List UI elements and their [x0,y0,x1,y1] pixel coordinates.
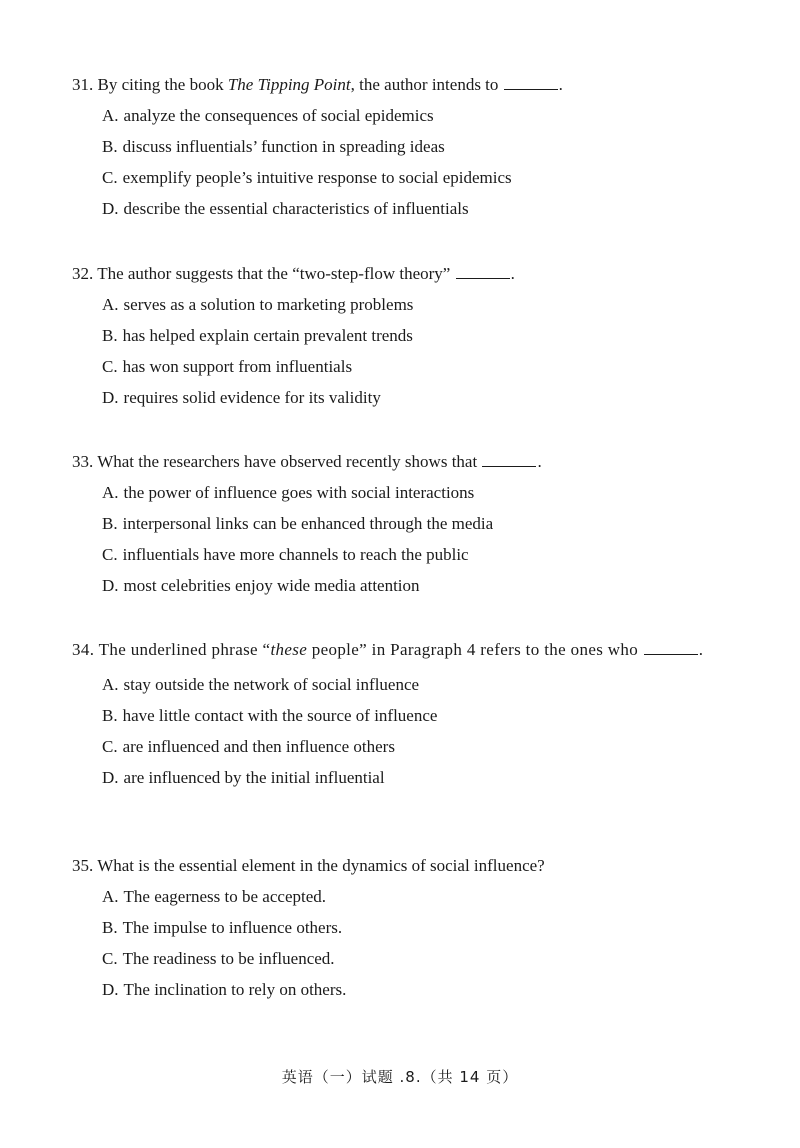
question-number: 33. [72,452,94,471]
option-c [102,166,732,190]
option-b [102,916,732,940]
option-letter: D. [102,576,119,595]
option-d [102,766,732,790]
answer-blank [504,75,558,90]
option-b [102,135,732,159]
question-35 [72,854,732,1002]
question-stem [72,634,732,666]
option-text: are influenced and then influence others [122,737,395,756]
stem-end: . [698,640,704,659]
option-text: has won support from influentials [122,357,353,376]
option-a [102,104,732,128]
option-letter: D. [102,388,119,407]
stem-text: What the researchers have observed recently shows that [97,452,478,471]
option-letter: C. [102,545,118,564]
option-text: have little contact with the source of influence [122,706,438,725]
option-text: requires solid evidence for its validity [123,388,381,407]
option-letter: B. [102,326,118,345]
option-d [102,574,732,598]
option-letter: C. [102,168,118,187]
option-text: The inclination to rely on others. [123,980,347,999]
option-d [102,978,732,1002]
option-letter: A. [102,675,119,694]
option-text: exemplify people’s intuitive response to social epidemics [122,168,512,187]
question-32 [72,262,732,410]
stem-text: , the author intends to [350,75,499,94]
option-a [102,673,732,697]
answer-blank [644,640,698,655]
question-stem [72,854,732,878]
stem-end: . [510,264,515,283]
option-b [102,324,732,348]
option-letter: B. [102,514,118,533]
question-34 [72,634,732,790]
question-stem [72,450,732,474]
option-d [102,197,732,221]
option-text: stay outside the network of social influence [123,675,420,694]
question-stem [72,73,732,97]
option-text: The eagerness to be accepted. [123,887,327,906]
option-text: serves as a solution to marketing problems [123,295,414,314]
option-text: are influenced by the initial influential [123,768,385,787]
option-letter: B. [102,137,118,156]
stem-text: What is the essential element in the dynamics of social influence? [97,856,545,875]
stem-text: By citing the book [97,75,228,94]
option-text: the power of influence goes with social interactions [123,483,475,502]
answer-blank [456,264,510,279]
stem-text: people” in Paragraph 4 refers to the ones who [307,640,639,659]
question-31 [72,73,732,221]
stem-text: The underlined phrase “ [98,640,271,659]
option-text: The readiness to be influenced. [122,949,335,968]
option-text: most celebrities enjoy wide media attention [123,576,420,595]
option-letter: C. [102,357,118,376]
option-c [102,735,732,759]
option-letter: D. [102,199,119,218]
book-title: The Tipping Point [227,75,351,94]
option-a [102,481,732,505]
option-b [102,512,732,536]
option-text: describe the essential characteristics of influentials [123,199,469,218]
option-text: analyze the consequences of social epidemics [123,106,434,125]
page-footer: 英语（一）试题 .8.（共 14 页） [281,1068,519,1086]
option-c [102,947,732,971]
option-text: influentials have more channels to reach the public [122,545,469,564]
stem-text: The author suggests that the “two-step-flow theory” [97,264,451,283]
option-letter: A. [102,483,119,502]
option-letter: B. [102,918,118,937]
option-letter: D. [102,980,119,999]
option-text: interpersonal links can be enhanced through the media [122,514,494,533]
option-letter: A. [102,887,119,906]
question-number: 32. [72,264,94,283]
question-number: 34. [72,640,95,659]
underlined-phrase: these [270,640,308,659]
option-a [102,293,732,317]
option-d [102,386,732,410]
option-text: has helped explain certain prevalent trends [122,326,413,345]
option-text: discuss influentials’ function in spreading ideas [122,137,445,156]
option-letter: A. [102,295,119,314]
question-number: 31. [72,75,94,94]
option-c [102,355,732,379]
option-c [102,543,732,567]
option-b [102,704,732,728]
stem-end: . [558,75,563,94]
option-letter: C. [102,949,118,968]
option-letter: D. [102,768,119,787]
question-number: 35. [72,856,94,875]
question-stem [72,262,732,286]
stem-end: . [537,452,542,471]
option-letter: C. [102,737,118,756]
option-text: The impulse to influence others. [122,918,343,937]
option-letter: A. [102,106,119,125]
option-a [102,885,732,909]
option-letter: B. [102,706,118,725]
answer-blank [482,452,536,467]
question-33 [72,450,732,598]
